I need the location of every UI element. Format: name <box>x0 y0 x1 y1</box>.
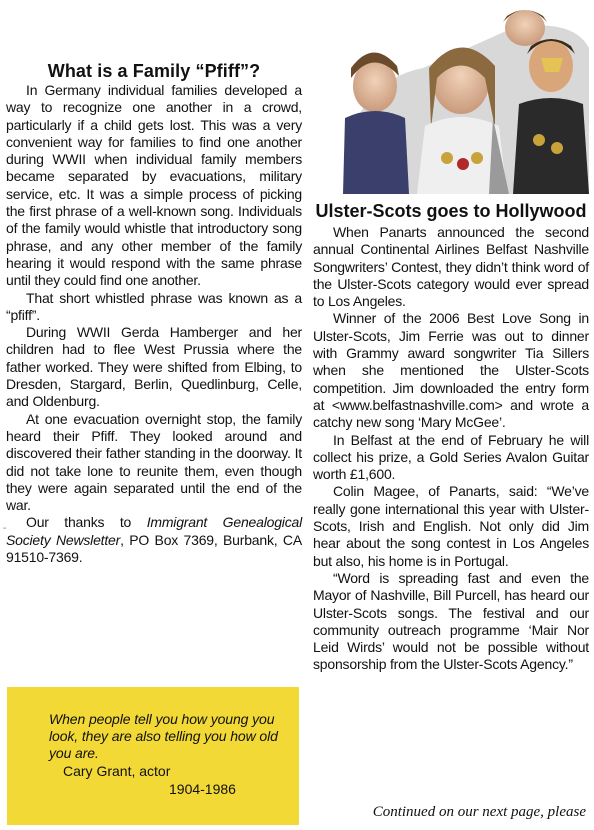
ulster-paragraph-1: When Panarts announced the second annual Continental Airlines Belfast Nashville Songwriters’ Contest, they didn’t think word of the Ulster-Scots category would ever spread to Los Angeles. <box>313 224 589 310</box>
continued-note: Continued on our next page, please <box>372 804 586 820</box>
left-article <box>6 60 302 566</box>
pfiff-paragraph-5 <box>6 514 302 566</box>
right-article <box>313 8 589 674</box>
quote-years: 1904-1986 <box>169 781 236 797</box>
thanks-prefix: Our thanks to <box>26 514 147 531</box>
article-title-ulster-scots: Ulster-Scots goes to Hollywood <box>315 201 587 221</box>
ulster-paragraph-4: Colin Magee, of Panarts, said: “We’ve really gone international this year with Ulster-Scots, Irish and English. Not only did Jim hear about the song contest in Los Angeles but also, his home is in Portugal. <box>313 483 589 569</box>
ulster-paragraph-3: In Belfast at the end of February he will collect his prize, a Gold Series Avalon Guitar worth £1,600. <box>313 431 589 483</box>
quote-author: Cary Grant, actor <box>63 763 171 779</box>
newsletter-name: Immigrant Genealogical Society Newsletter <box>6 514 302 548</box>
pfiff-paragraph-2: That short whistled phrase was known as a “pfiff”. <box>6 289 302 323</box>
ulster-paragraph-5: “Word is spreading fast and even the Mayor of Nashville, Bill Purcell, has heard our Ulster-Scots songs. The festival and our community outreach programme ‘Mair Nor Leid Wirds’ would not be possible without sponsorship from the Ulster-Scots Agency.” <box>313 569 589 673</box>
pfiff-paragraph-1: In Germany individual families developed a way to recognize one another in a crowd, particularly if a child gets lost. This was a very convenient way for families to find one another during WWII when individual family members became separated by evacuations, military service, etc. It was a simple process of picking the first phrase of a well-known song. Individuals of the family would whistle that introductory song phrase, and any other member of the family hearing it would respond with the same phrase until they could find one another. <box>6 82 302 289</box>
pfiff-paragraph-4: At one evacuation overnight stop, the family heard their Pfiff. They looked around and discovered their father standing in the doorway. It did not take lone to reunite them, even though they were again separated until the end of the war. <box>6 410 302 514</box>
quote-text: When people tell you how young you look, they are also telling you how old you are. <box>49 711 278 761</box>
ulster-paragraph-2: Winner of the 2006 Best Love Song in Ulster-Scots, Jim Ferrie was out to dinner with Grammy award songwriter Tia Sillers when she mentioned the Ulster-Scots competition. Jim downloaded the entry form at <www.belfastnashville.com> and wrote a catchy new song ‘Mary McGee’. <box>313 310 589 431</box>
margin-mark: - <box>3 523 7 534</box>
pfiff-paragraph-3: During WWII Gerda Hamberger and her children had to flee West Prussia where the father worked. They were shifted from Elbing, to Dresden, Stargard, Berlin, Quedlinburg, Celle, and Oldenburg. <box>6 324 302 410</box>
quote-box <box>7 687 299 825</box>
thanks-address: , PO Box 7369, Burbank, CA 91510-7369. <box>6 531 302 566</box>
article-title-pfiff: What is a Family “Pfiff”? <box>47 61 261 81</box>
children-photo <box>313 8 589 194</box>
